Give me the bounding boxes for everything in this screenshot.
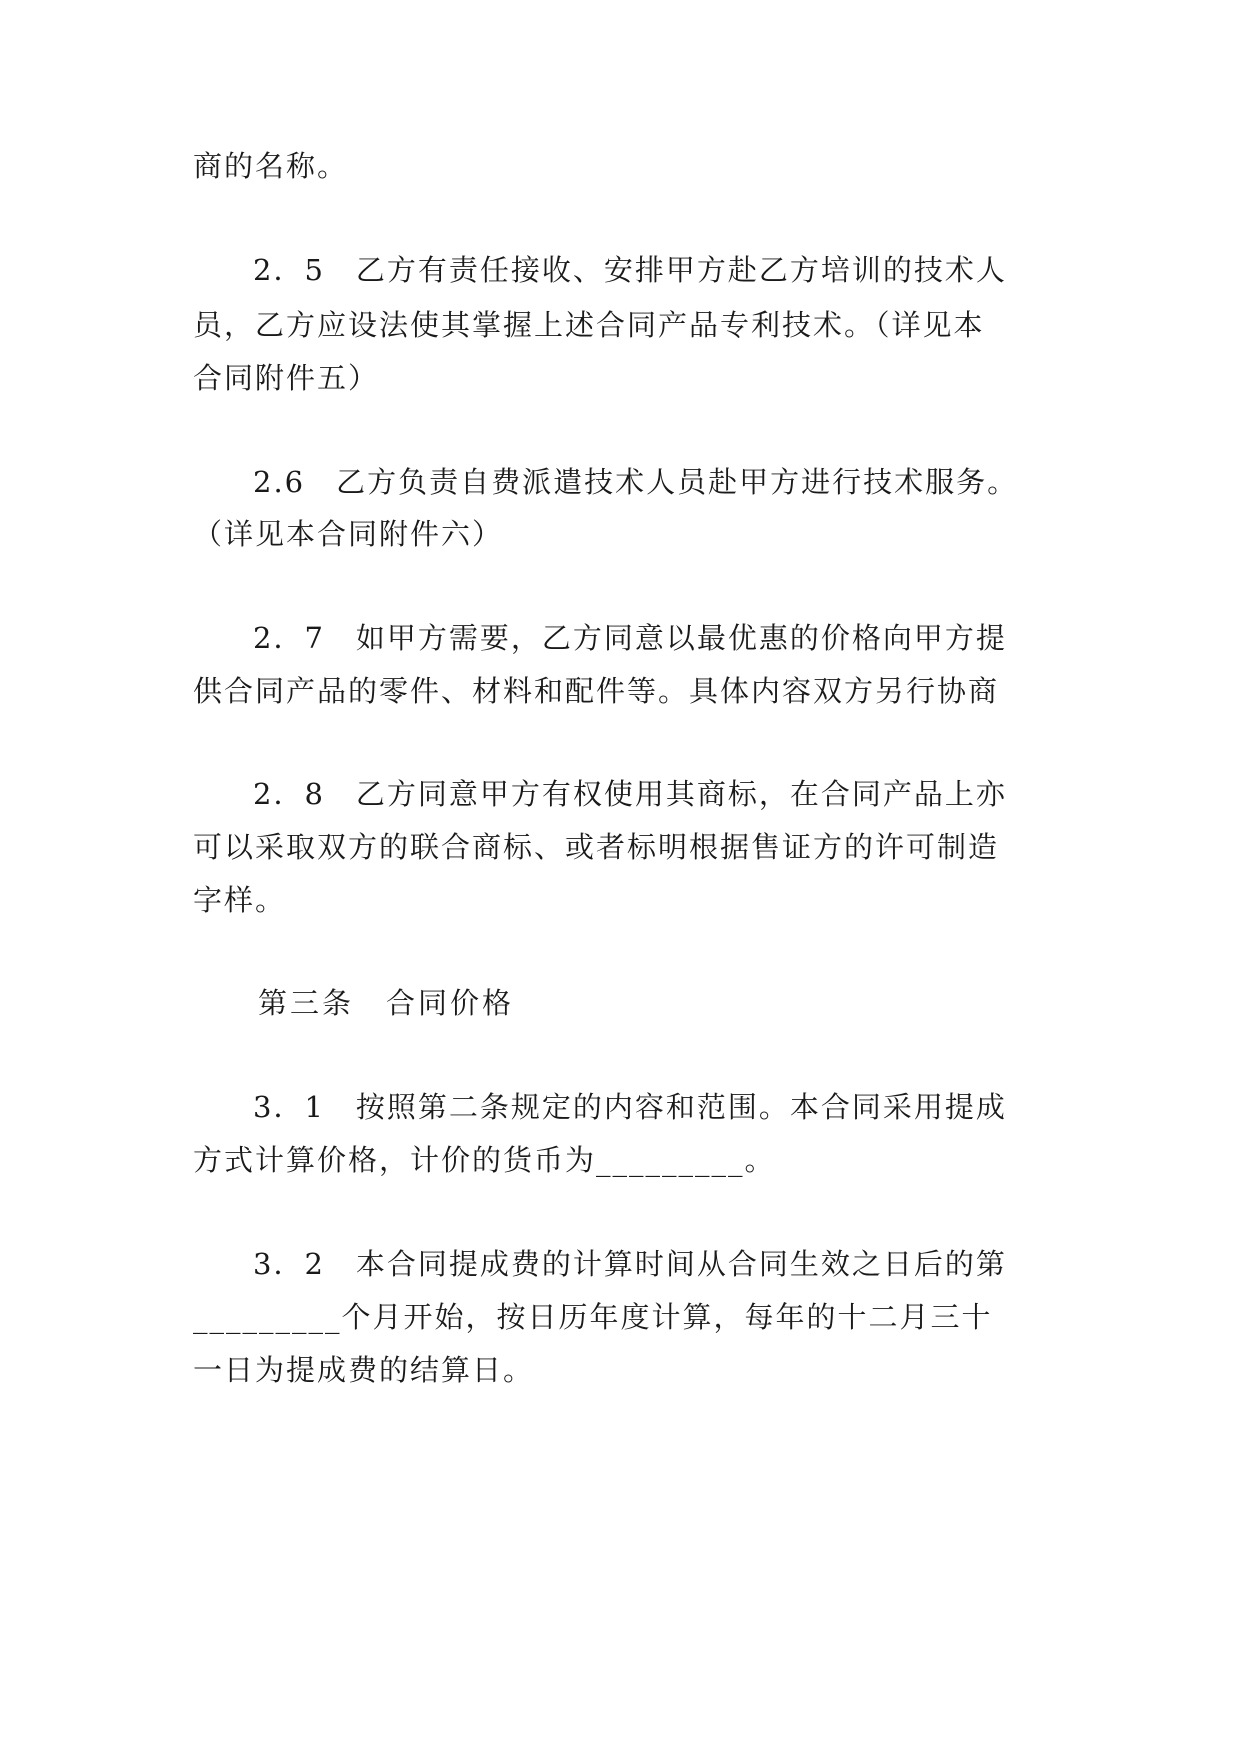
paragraph-line: 可以采取双方的联合商标、或者标明根据售证方的许可制造 — [193, 830, 1000, 864]
paragraph-line: 合同附件五） — [193, 361, 380, 395]
paragraph-line: 员，乙方应设法使其掌握上述合同产品专利技术。（详见本 — [193, 308, 985, 342]
paragraph-line: 方式计算价格，计价的货币为_________。 — [193, 1143, 776, 1177]
paragraph-line: （详见本合同附件六） — [193, 517, 504, 551]
paragraph-line: 供合同产品的零件、材料和配件等。具体内容双方另行协商 — [193, 674, 1000, 708]
paragraph-line: 2.6 乙方负责自费派遣技术人员赴甲方进行技术服务。 — [253, 465, 1019, 499]
paragraph-line: 2．5 乙方有责任接收、安排甲方赴乙方培训的技术人 — [253, 253, 1007, 287]
paragraph-line: 2．8 乙方同意甲方有权使用其商标，在合同产品上亦 — [253, 777, 1007, 811]
paragraph-line: 3．1 按照第二条规定的内容和范围。本合同采用提成 — [253, 1090, 1007, 1124]
section-heading: 第三条 合同价格 — [258, 986, 515, 1020]
paragraph-line: _________个月开始，按日历年度计算，每年的十二月三十 — [193, 1300, 993, 1334]
paragraph-line: 一日为提成费的结算日。 — [193, 1353, 535, 1387]
paragraph-line: 2．7 如甲方需要，乙方同意以最优惠的价格向甲方提 — [253, 621, 1007, 655]
paragraph-line: 字样。 — [193, 883, 287, 917]
paragraph-line: 3．2 本合同提成费的计算时间从合同生效之日后的第 — [253, 1247, 1007, 1281]
paragraph-line: 商的名称。 — [193, 149, 349, 183]
